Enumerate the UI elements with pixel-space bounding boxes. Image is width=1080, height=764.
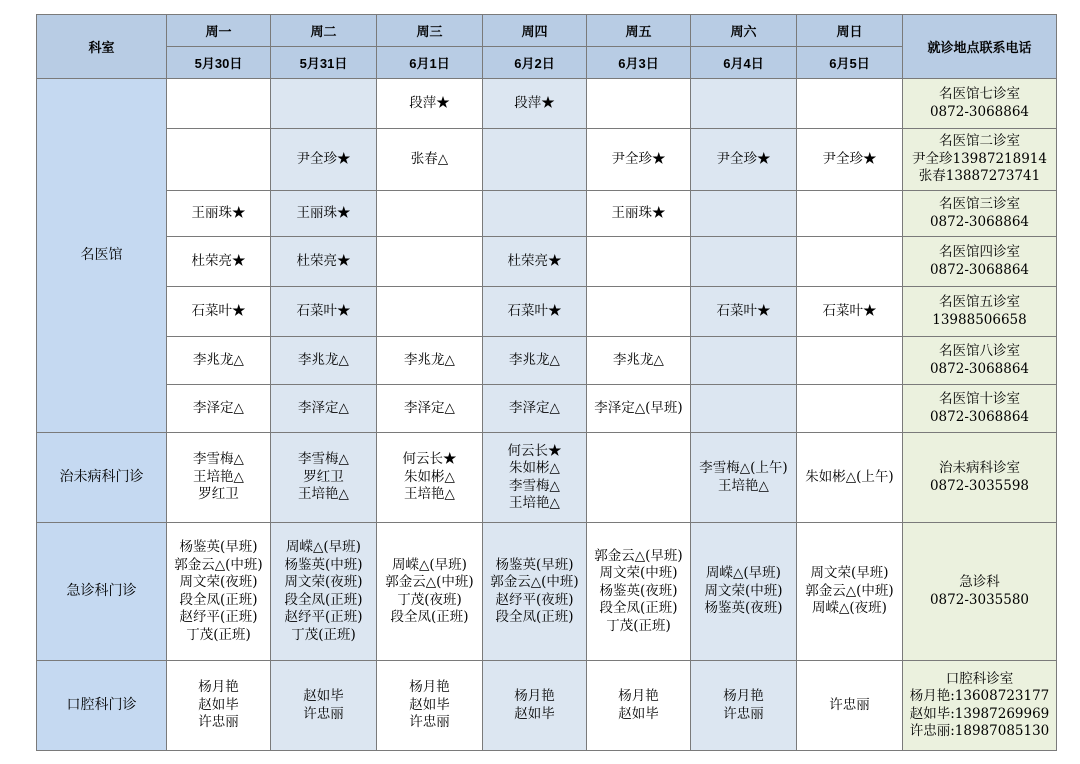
schedule-cell — [797, 523, 903, 661]
schedule-cell — [797, 433, 903, 523]
contact-phone: 0872-3035598 — [929, 477, 1030, 494]
schedule-cell — [377, 337, 483, 385]
doctor-entry: 杜荣亮★ — [296, 252, 351, 269]
schedule-cell — [587, 191, 691, 237]
contact-phone: 0872-3068864 — [929, 360, 1030, 377]
schedule-cell — [377, 191, 483, 237]
clinic-room-name: 名医馆四诊室 — [939, 244, 1020, 260]
schedule-cell — [483, 337, 587, 385]
doctor-entry: 罗红卫 — [198, 486, 239, 503]
schedule-cell — [691, 79, 797, 129]
contact-cell — [903, 661, 1057, 751]
doctor-entry: 王培艳△ — [193, 468, 244, 485]
doctor-entry: 郭金云△(中班) — [385, 574, 474, 590]
schedule-cell — [483, 661, 587, 751]
contact-phone: 许忠丽:18987085130 — [909, 723, 1050, 739]
doctor-entry: 王培艳△ — [404, 486, 455, 503]
header-date-tue: 5月31日 — [271, 47, 377, 79]
doctor-entry: 杨月艳 — [514, 688, 555, 704]
doctor-entry: 段全凤(正班) — [284, 591, 363, 608]
schedule-cell — [167, 661, 271, 751]
schedule-cell — [167, 237, 271, 287]
doctor-entry: 丁茂(正班) — [186, 626, 251, 643]
schedule-cell — [167, 385, 271, 433]
contact-cell — [903, 433, 1057, 523]
schedule-cell — [797, 129, 903, 191]
clinic-room-name: 名医馆七诊室 — [939, 86, 1020, 102]
doctor-entry: 赵如毕 — [303, 688, 344, 704]
schedule-cell — [377, 433, 483, 523]
schedule-cell — [377, 385, 483, 433]
schedule-cell — [797, 79, 903, 129]
schedule-cell — [691, 661, 797, 751]
schedule-cell — [271, 287, 377, 337]
table-row — [37, 237, 1057, 287]
doctor-entry: 李雪梅△ — [509, 477, 560, 494]
schedule-cell — [691, 385, 797, 433]
schedule-cell — [691, 237, 797, 287]
schedule-cell — [797, 385, 903, 433]
schedule-cell — [483, 433, 587, 523]
doctor-entry: 丁茂(正班) — [291, 626, 356, 643]
doctor-entry: 周嵘△(夜班) — [812, 600, 887, 617]
doctor-entry: 杨月艳 — [198, 679, 239, 696]
schedule-cell — [691, 287, 797, 337]
doctor-entry: 李泽定△ — [509, 399, 560, 416]
table-row — [37, 79, 1057, 129]
schedule-cell — [587, 287, 691, 337]
clinic-room-name: 名医馆八诊室 — [939, 343, 1020, 359]
doctor-entry: 段全凤(正班) — [390, 609, 469, 625]
schedule-cell — [271, 191, 377, 237]
schedule-cell — [271, 337, 377, 385]
schedule-cell — [483, 129, 587, 191]
schedule-cell — [587, 385, 691, 433]
doctor-entry: 周文荣(早班) — [810, 565, 889, 582]
doctor-entry: 李兆龙△ — [404, 351, 455, 368]
doctor-entry: 杜荣亮★ — [507, 252, 562, 269]
header-date-fri: 6月3日 — [587, 47, 691, 79]
header-contact: 就诊地点联系电话 — [903, 15, 1057, 79]
header-weekday-sat: 周六 — [691, 15, 797, 47]
schedule-cell — [797, 237, 903, 287]
header-date-sun: 6月5日 — [797, 47, 903, 79]
dept-name-mingyiguan: 名医馆 — [37, 79, 167, 433]
contact-phone: 尹全珍13987218914 — [912, 150, 1047, 167]
schedule-cell — [797, 191, 903, 237]
dept-name-emergency: 急诊科门诊 — [37, 523, 167, 661]
doctor-entry: 杨鉴英(夜班) — [704, 600, 783, 617]
doctor-entry: 朱如彬△ — [404, 468, 455, 485]
doctor-entry: 石菜叶★ — [296, 302, 351, 319]
doctor-entry: 尹全珍★ — [822, 150, 877, 167]
doctor-entry: 周文荣(中班) — [599, 565, 678, 582]
doctor-entry: 许忠丽 — [303, 705, 344, 722]
doctor-entry: 李雪梅△ — [298, 451, 349, 468]
doctor-entry: 尹全珍★ — [296, 150, 351, 167]
schedule-cell — [167, 287, 271, 337]
schedule-cell — [587, 523, 691, 661]
header-weekday-tue: 周二 — [271, 15, 377, 47]
contact-phone: 0872-3068864 — [929, 103, 1030, 120]
doctor-entry: 罗红卫 — [303, 468, 344, 485]
contact-phone: 赵如毕:13987269969 — [909, 705, 1050, 722]
doctor-entry: 许忠丽 — [409, 714, 450, 731]
header-row-weekdays — [37, 15, 1057, 47]
schedule-cell — [587, 337, 691, 385]
doctor-entry: 赵纾平(夜班) — [495, 591, 574, 608]
doctor-entry: 尹全珍★ — [611, 150, 666, 167]
doctor-entry: 何云长★ — [507, 442, 562, 459]
doctor-entry: 赵纾平(正班) — [179, 609, 258, 625]
table-row — [37, 385, 1057, 433]
doctor-entry: 周文荣(中班) — [704, 582, 783, 599]
schedule-cell — [691, 523, 797, 661]
doctor-entry: 丁茂(夜班) — [397, 591, 462, 608]
doctor-entry: 周嵘△(早班) — [392, 556, 467, 573]
doctor-entry: 王丽珠★ — [611, 204, 666, 221]
schedule-cell — [691, 191, 797, 237]
doctor-entry: 赵如毕 — [514, 705, 555, 722]
doctor-entry: 赵如毕 — [198, 696, 239, 713]
doctor-entry: 杨月艳 — [723, 688, 764, 704]
doctor-entry: 李兆龙△ — [613, 351, 664, 368]
contact-cell — [903, 287, 1057, 337]
doctor-entry: 朱如彬△(上午) — [805, 468, 894, 485]
doctor-entry: 段全凤(正班) — [179, 591, 258, 608]
schedule-cell — [377, 129, 483, 191]
doctor-entry: 赵纾平(正班) — [284, 609, 363, 625]
schedule-cell — [167, 523, 271, 661]
doctor-entry: 郭金云△(早班) — [594, 547, 683, 564]
doctor-entry: 段萍★ — [409, 94, 450, 111]
contact-phone: 0872-3035580 — [929, 591, 1030, 608]
schedule-cell — [691, 337, 797, 385]
header-weekday-sun: 周日 — [797, 15, 903, 47]
header-weekday-mon: 周一 — [167, 15, 271, 47]
doctor-entry: 李兆龙△ — [193, 351, 244, 368]
header-date-mon: 5月30日 — [167, 47, 271, 79]
header-weekday-thu: 周四 — [483, 15, 587, 47]
schedule-cell — [587, 237, 691, 287]
doctor-entry: 石菜叶★ — [716, 302, 771, 319]
doctor-entry: 杨鉴英(早班) — [495, 556, 574, 573]
contact-cell — [903, 385, 1057, 433]
schedule-cell — [271, 79, 377, 129]
contact-phone: 0872-3068864 — [929, 261, 1030, 278]
doctor-entry: 杨鉴英(夜班) — [599, 582, 678, 599]
schedule-cell — [167, 191, 271, 237]
schedule-cell — [797, 661, 903, 751]
doctor-entry: 杨鉴英(中班) — [284, 556, 363, 573]
table-row — [37, 287, 1057, 337]
schedule-cell — [483, 191, 587, 237]
table-row — [37, 523, 1057, 661]
table-row — [37, 661, 1057, 751]
doctor-entry: 郭金云△(中班) — [805, 582, 894, 599]
doctor-entry: 李泽定△(早班) — [594, 399, 683, 416]
schedule-cell — [483, 79, 587, 129]
clinic-room-name: 急诊科 — [959, 574, 1000, 590]
contact-cell — [903, 191, 1057, 237]
schedule-cell — [691, 129, 797, 191]
contact-phone: 杨月艳:13608723177 — [909, 688, 1050, 704]
contact-phone: 13988506658 — [932, 311, 1027, 328]
doctor-entry: 段全凤(正班) — [495, 609, 574, 625]
header-date-wed: 6月1日 — [377, 47, 483, 79]
doctor-entry: 王培艳△ — [509, 495, 560, 511]
schedule-cell — [483, 523, 587, 661]
schedule-cell — [797, 287, 903, 337]
doctor-entry: 段全凤(正班) — [599, 600, 678, 617]
header-date-thu: 6月2日 — [483, 47, 587, 79]
schedule-cell — [377, 661, 483, 751]
doctor-entry: 李泽定△ — [404, 399, 455, 416]
schedule-cell — [167, 433, 271, 523]
schedule-cell — [587, 661, 691, 751]
doctor-entry: 石菜叶★ — [191, 302, 246, 319]
clinic-room-name: 口腔科诊室 — [945, 670, 1014, 687]
schedule-cell — [377, 287, 483, 337]
doctor-entry: 王丽珠★ — [296, 204, 351, 221]
schedule-cell — [271, 385, 377, 433]
header-weekday-fri: 周五 — [587, 15, 691, 47]
doctor-entry: 杨鉴英(早班) — [179, 539, 258, 555]
doctor-entry: 张春△ — [410, 150, 449, 167]
schedule-cell — [167, 79, 271, 129]
doctor-entry: 杨月艳 — [409, 679, 450, 696]
doctor-entry: 李雪梅△(上午) — [699, 460, 788, 476]
contact-phone: 张春13887273741 — [918, 168, 1041, 185]
doctor-entry: 郭金云△(中班) — [174, 556, 263, 573]
doctor-entry: 李兆龙△ — [509, 351, 560, 368]
doctor-entry: 许忠丽 — [198, 714, 239, 731]
header-dept: 科室 — [37, 15, 167, 79]
schedule-cell — [587, 433, 691, 523]
clinic-room-name: 名医馆十诊室 — [939, 391, 1020, 407]
contact-phone: 0872-3068864 — [929, 213, 1030, 230]
table-row — [37, 337, 1057, 385]
clinic-room-name: 名医馆三诊室 — [939, 196, 1020, 212]
doctor-entry: 周文荣(夜班) — [284, 574, 363, 590]
doctor-entry: 段萍★ — [514, 94, 555, 111]
table-row — [37, 433, 1057, 523]
table-row — [37, 129, 1057, 191]
table-row — [37, 191, 1057, 237]
doctor-entry: 王培艳△ — [298, 486, 349, 503]
schedule-cell — [587, 79, 691, 129]
schedule-cell — [271, 661, 377, 751]
doctor-entry: 王丽珠★ — [191, 204, 246, 221]
schedule-cell — [483, 237, 587, 287]
schedule-cell — [377, 79, 483, 129]
doctor-entry: 李泽定△ — [298, 399, 349, 416]
doctor-entry: 朱如彬△ — [509, 460, 560, 476]
schedule-cell — [271, 129, 377, 191]
schedule-cell — [587, 129, 691, 191]
schedule-cell — [483, 287, 587, 337]
doctor-entry: 李兆龙△ — [298, 351, 349, 368]
schedule-cell — [797, 337, 903, 385]
schedule-cell — [483, 385, 587, 433]
clinic-room-name: 名医馆二诊室 — [939, 133, 1020, 150]
doctor-entry: 李雪梅△ — [193, 451, 244, 468]
doctor-entry: 何云长★ — [402, 451, 457, 468]
contact-cell — [903, 129, 1057, 191]
contact-cell — [903, 79, 1057, 129]
header-weekday-wed: 周三 — [377, 15, 483, 47]
dept-name-dental: 口腔科门诊 — [37, 661, 167, 751]
header-date-sat: 6月4日 — [691, 47, 797, 79]
schedule-cell — [377, 237, 483, 287]
doctor-entry: 丁茂(正班) — [606, 617, 671, 634]
doctor-entry: 李泽定△ — [193, 399, 244, 416]
doctor-entry: 尹全珍★ — [716, 150, 771, 167]
doctor-entry: 赵如毕 — [409, 696, 450, 713]
doctor-entry: 许忠丽 — [723, 705, 764, 722]
clinic-room-name: 治未病科诊室 — [939, 460, 1020, 476]
doctor-entry: 周嵘△(早班) — [706, 565, 781, 582]
doctor-entry: 周嵘△(早班) — [286, 539, 361, 555]
doctor-entry: 杨月艳 — [618, 688, 659, 704]
doctor-entry: 赵如毕 — [618, 705, 659, 722]
schedule-cell — [271, 433, 377, 523]
contact-phone: 0872-3068864 — [929, 408, 1030, 425]
clinic-room-name: 名医馆五诊室 — [939, 294, 1020, 310]
contact-cell — [903, 337, 1057, 385]
contact-cell — [903, 523, 1057, 661]
doctor-entry: 杜荣亮★ — [191, 252, 246, 269]
doctor-entry: 许忠丽 — [829, 696, 870, 713]
schedule-cell — [271, 523, 377, 661]
doctor-entry: 王培艳△ — [718, 477, 769, 494]
doctor-entry: 石菜叶★ — [822, 302, 877, 319]
schedule-table — [36, 14, 1057, 751]
doctor-entry: 石菜叶★ — [507, 302, 562, 319]
schedule-cell — [377, 523, 483, 661]
doctor-entry: 周文荣(夜班) — [179, 574, 258, 590]
schedule-cell — [691, 433, 797, 523]
schedule-cell — [167, 129, 271, 191]
contact-cell — [903, 237, 1057, 287]
schedule-cell — [167, 337, 271, 385]
dept-name-zhiweibing: 治未病科门诊 — [37, 433, 167, 523]
schedule-cell — [271, 237, 377, 287]
doctor-entry: 郭金云△(中班) — [490, 574, 579, 590]
